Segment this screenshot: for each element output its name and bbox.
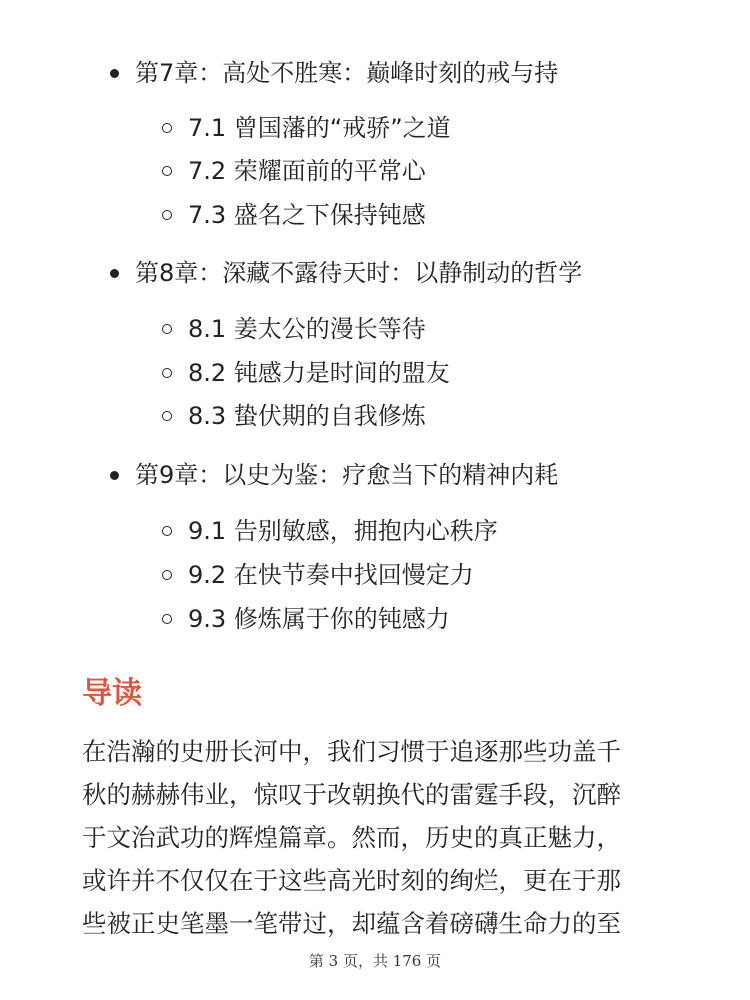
bullet-circle-icon	[162, 526, 172, 536]
chapter-title: 第7章：高处不胜寒：巅峰时刻的戒与持	[135, 59, 559, 87]
intro-paragraph	[82, 730, 702, 945]
toc-section-7-3	[162, 197, 426, 233]
bullet-dot-icon	[110, 269, 119, 278]
bullet-circle-icon	[162, 411, 172, 421]
bullet-circle-icon	[162, 324, 172, 334]
bullet-circle-icon	[162, 123, 172, 133]
toc-chapter-7	[110, 55, 558, 91]
bullet-circle-icon	[162, 614, 172, 624]
section-title: 9.1 告别敏感，拥抱内心秩序	[188, 517, 498, 545]
toc-section-8-1	[162, 311, 426, 347]
toc-section-7-1	[162, 110, 451, 146]
section-title: 7.1 曾国藩的“戒骄”之道	[188, 114, 451, 142]
paragraph-line: 些被正史笔墨一笔带过，却蕴含着磅礴生命力的至	[82, 909, 621, 938]
paragraph-line: 秋的赫赫伟业，惊叹于改朝换代的雷霆手段，沉醉	[82, 780, 621, 809]
bullet-circle-icon	[162, 210, 172, 220]
bullet-circle-icon	[162, 368, 172, 378]
section-heading-intro: 导读	[82, 676, 142, 711]
paragraph-line: 在浩瀚的史册长河中，我们习惯于追逐那些功盖千	[82, 737, 621, 766]
section-title: 8.3 蛰伏期的自我修炼	[188, 402, 426, 430]
toc-section-9-3	[162, 601, 450, 637]
bullet-dot-icon	[110, 471, 119, 480]
toc-chapter-9	[110, 457, 558, 493]
section-title: 8.1 姜太公的漫长等待	[188, 315, 426, 343]
bullet-circle-icon	[162, 570, 172, 580]
section-title: 9.2 在快节奏中找回慢定力	[188, 561, 474, 589]
paragraph-line: 于文治武功的辉煌篇章。然而，历史的真正魅力，	[82, 823, 621, 852]
section-title: 9.3 修炼属于你的钝感力	[188, 605, 450, 633]
toc-section-8-3	[162, 398, 426, 434]
toc-section-8-2	[162, 355, 450, 391]
section-title: 7.2 荣耀面前的平常心	[188, 157, 426, 185]
section-title: 8.2 钝感力是时间的盟友	[188, 359, 450, 387]
toc-section-7-2	[162, 153, 426, 189]
bullet-circle-icon	[162, 166, 172, 176]
paragraph-line: 或许并不仅仅在于这些高光时刻的绚烂，更在于那	[82, 866, 621, 895]
chapter-title: 第8章：深藏不露待天时：以静制动的哲学	[135, 259, 583, 287]
section-title: 7.3 盛名之下保持钝感	[188, 201, 426, 229]
toc-section-9-2	[162, 557, 474, 593]
toc-section-9-1	[162, 513, 498, 549]
bullet-dot-icon	[110, 69, 119, 78]
page-number-footer: 第 3 页，共 176 页	[308, 952, 442, 970]
chapter-title: 第9章：以史为鉴：疗愈当下的精神内耗	[135, 461, 559, 489]
toc-chapter-8	[110, 255, 582, 291]
